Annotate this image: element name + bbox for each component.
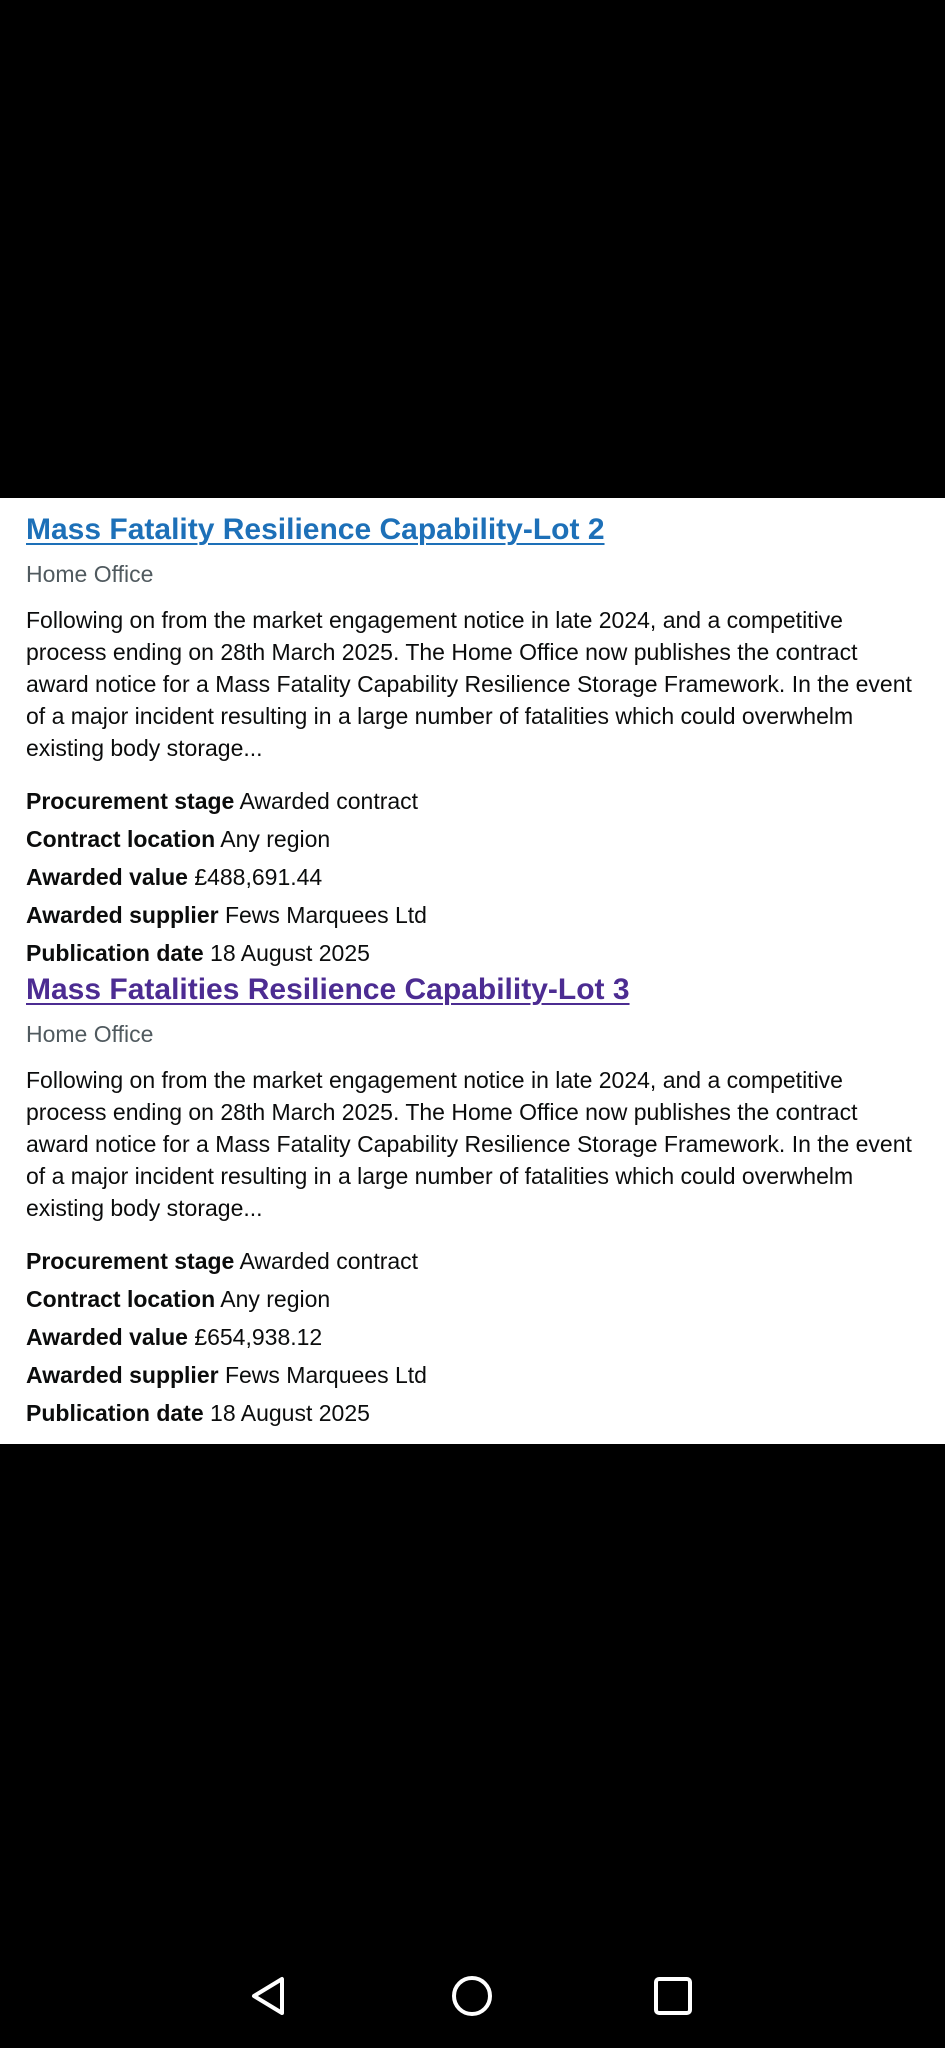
- meta-awarded-supplier: Awarded supplier Fews Marquees Ltd: [26, 902, 427, 928]
- meta-publication-date: Publication date 18 August 2025: [26, 1400, 370, 1426]
- meta-awarded-supplier: Awarded supplier Fews Marquees Ltd: [26, 1362, 427, 1388]
- result-item: [26, 972, 919, 1432]
- meta-contract-location: Contract location Any region: [26, 826, 331, 852]
- result-title-link[interactable]: Mass Fatalities Resilience Capability-Lot 3: [26, 973, 630, 1006]
- meta-awarded-value: Awarded value £488,691.44: [26, 864, 323, 890]
- result-item: [26, 512, 919, 972]
- result-metadata: [26, 1242, 919, 1432]
- meta-publication-date: Publication date 18 August 2025: [26, 940, 370, 966]
- search-results-panel: [0, 498, 945, 1444]
- result-description: Following on from the market engagement notice in late 2024, and a competitive process ending on 28th March 2025. The Home Office now publishes the contract award notice for a Mass Fatality Capability Resilience Storage Framework. In the event of a major incident resulting in a large number of fatalities which could overwhelm existing body storage...: [26, 607, 912, 761]
- meta-procurement-stage: Procurement stage Awarded contract: [26, 1248, 419, 1274]
- result-description: Following on from the market engagement notice in late 2024, and a competitive process ending on 28th March 2025. The Home Office now publishes the contract award notice for a Mass Fatality Capability Resilience Storage Framework. In the event of a major incident resulting in a large number of fatalities which could overwhelm existing body storage...: [26, 1067, 912, 1221]
- recents-icon[interactable]: [650, 1973, 696, 2019]
- meta-contract-location: Contract location Any region: [26, 1286, 331, 1312]
- meta-awarded-value: Awarded value £654,938.12: [26, 1324, 323, 1350]
- result-metadata: [26, 782, 919, 972]
- home-icon[interactable]: [449, 1973, 495, 2019]
- android-navigation-bar: [0, 1955, 945, 2035]
- meta-procurement-stage: Procurement stage Awarded contract: [26, 788, 419, 814]
- result-title-link[interactable]: Mass Fatality Resilience Capability-Lot 2: [26, 513, 605, 546]
- back-icon[interactable]: [246, 1973, 292, 2019]
- result-organisation: Home Office: [26, 1021, 154, 1047]
- result-organisation: Home Office: [26, 561, 154, 587]
